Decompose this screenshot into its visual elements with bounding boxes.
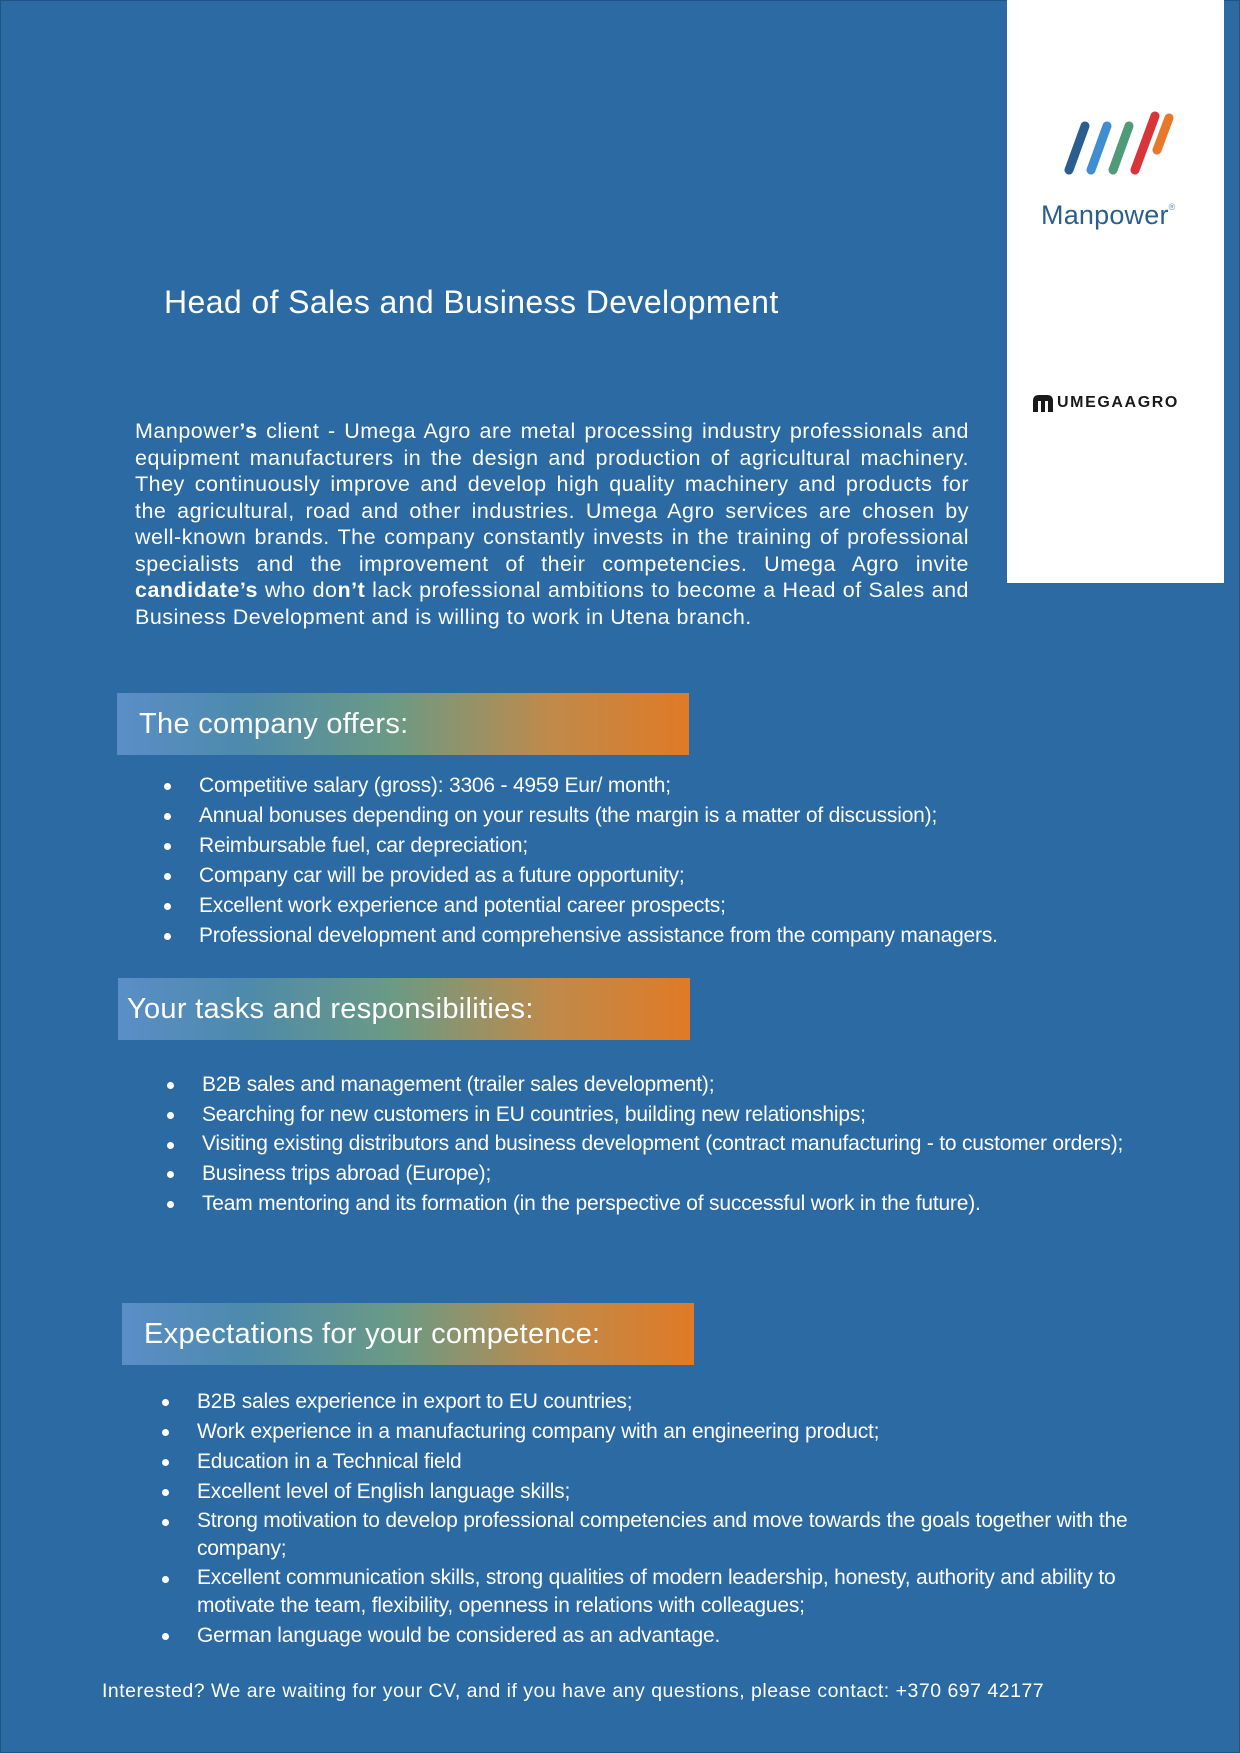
list-item: Excellent work experience and potential career prospects; xyxy=(199,891,1099,921)
list-item: Annual bonuses depending on your results (the margin is a matter of discussion); xyxy=(199,801,1099,831)
intro-bold-3: n’t xyxy=(337,578,366,602)
list-item: B2B sales and management (trailer sales development); xyxy=(202,1070,1162,1100)
manpower-registered-mark: ® xyxy=(1168,202,1176,212)
contact-line: Interested? We are waiting for your CV, and if you have any questions, please contact: +370 697 42177 xyxy=(102,1680,1045,1702)
list-item: Education in a Technical field xyxy=(197,1447,1177,1477)
tasks-heading-banner xyxy=(118,978,690,1040)
expectations-heading: Expectations for your competence: xyxy=(144,1317,601,1350)
manpower-logo-icon xyxy=(1055,108,1185,184)
intro-bold-2: candidate’s xyxy=(135,578,258,602)
list-item: Reimbursable fuel, car depreciation; xyxy=(199,831,1099,861)
list-item: Excellent level of English language skills; xyxy=(197,1477,1177,1507)
expectations-list xyxy=(197,1387,1177,1651)
tasks-heading: Your tasks and responsibilities: xyxy=(127,992,534,1025)
tasks-list xyxy=(202,1070,1162,1219)
intro-text-1: Manpower xyxy=(135,419,240,443)
offers-heading: The company offers: xyxy=(139,707,409,740)
intro-text-4: lack professional ambitions to become a Head of Sales and Business Development and is willing to work in Utena branch. xyxy=(135,578,969,629)
umega-agro-logo xyxy=(1031,392,1179,414)
umega-mark-icon xyxy=(1031,393,1055,413)
intro-text-3: who do xyxy=(258,578,338,602)
manpower-wordmark xyxy=(1041,200,1176,231)
list-item: Business trips abroad (Europe); xyxy=(202,1159,1162,1189)
list-item: Strong motivation to develop professional competencies and move towards the goals together with the company; xyxy=(197,1507,1177,1564)
offers-heading-banner xyxy=(117,693,689,755)
list-item: B2B sales experience in export to EU countries; xyxy=(197,1387,1177,1417)
list-item: Visiting existing distributors and business development (contract manufacturing - to customer orders); xyxy=(202,1130,1162,1159)
list-item: Professional development and comprehensive assistance from the company managers. xyxy=(199,921,1099,951)
list-item: German language would be considered as an advantage. xyxy=(197,1621,1177,1651)
manpower-name: Manpower xyxy=(1041,200,1169,230)
list-item: Work experience in a manufacturing company with an engineering product; xyxy=(197,1417,1177,1447)
job-title: Head of Sales and Business Development xyxy=(164,284,779,320)
intro-bold-1: ’s xyxy=(239,419,258,443)
intro-text-2: client - Umega Agro are metal processing industry professionals and equipment manufacturers in the design and production of agricultural machinery. They continuously improve and develop high quality machinery and products for the agricultural, road and other industries. Umega Agro services are chosen by well-known brands. The company constantly invests in the training of professional specialists and the improvement of their competencies. Umega Agro invite xyxy=(135,419,969,576)
list-item: Searching for new customers in EU countries, building new relationships; xyxy=(202,1100,1162,1130)
expectations-heading-banner xyxy=(122,1303,694,1365)
intro-paragraph xyxy=(135,418,969,630)
offers-list xyxy=(199,771,1099,951)
brand-panel xyxy=(1007,0,1224,583)
umega-agro-name: UMEGAAGRO xyxy=(1057,394,1179,411)
list-item: Company car will be provided as a future opportunity; xyxy=(199,861,1099,891)
list-item: Team mentoring and its formation (in the perspective of successful work in the future). xyxy=(202,1189,1162,1219)
list-item: Competitive salary (gross): 3306 - 4959 Eur/ month; xyxy=(199,771,1099,801)
list-item: Excellent communication skills, strong qualities of modern leadership, honesty, authority and ability to motivate the team, flexibility, openness in relations with colleagues; xyxy=(197,1564,1177,1621)
